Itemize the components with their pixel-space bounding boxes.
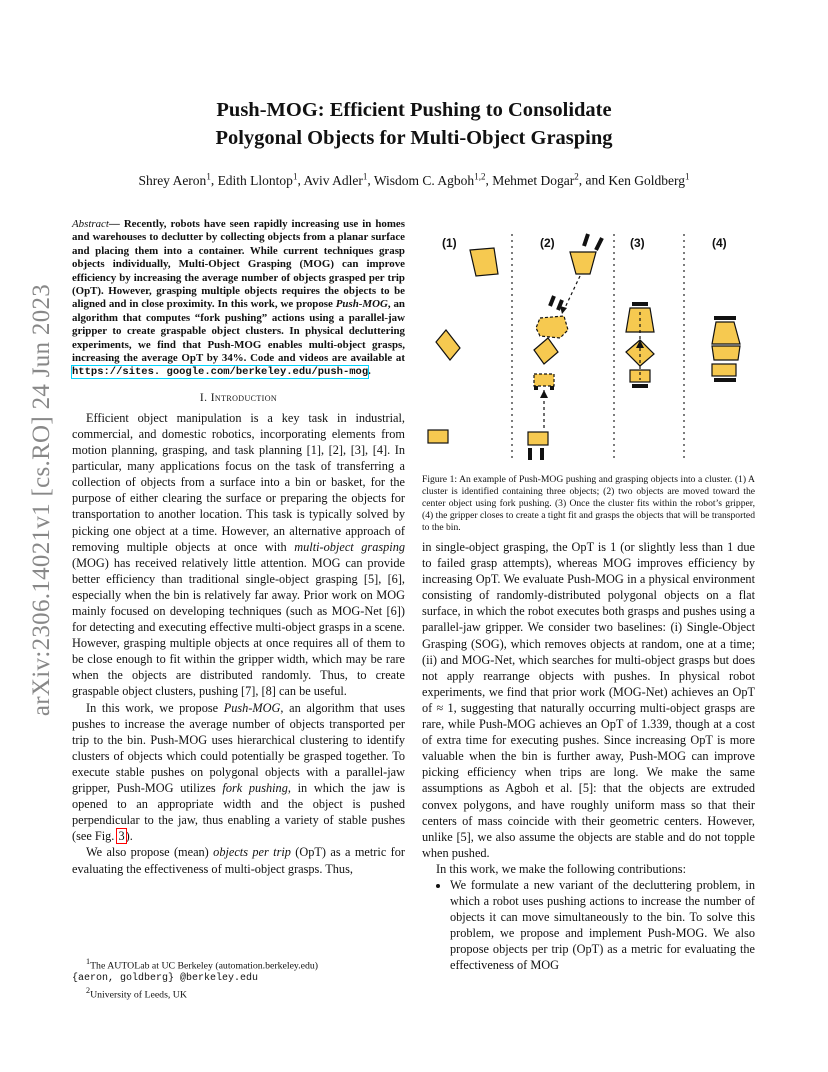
right-paragraph-1: in single-object grasping, the OpT is 1 (or slightly less than 1 due to failed grasp attempts), whereas MOG improves efficiency by increasing OpT. We evaluate Push-MOG in a physical environment consisting of randomly-distributed polygonal objects on a flat surface, in which the robot executes both grasps and pushes using a parallel-jaw gripper. We consider two baselines: (i) Single-Object Grasping (SOG), which removes objects at random, one at a time; (ii) and MOG-Net, which searches for multi-object grasps but does not apply rearrange objects with pushes. In physical robot experiments, we find that prior work (MOG-Net) achieves an OpT of ≈ 1, suggesting that naturally occurring multi-object grasps are rare, while Push-MOG achieves an OpT of 1.339, though at a cost of extra time for executing pushes. Since increasing OpT is more valuable when the bin is further away, Push-MOG can improve picking efficiency when trips are long. We make the same assumptions as Agboh et al. [5]: that the objects are extruded convex polygons, and have roughly uniform mass so that their centers of mass coincide with their geometric centers. However, unlike [5], we also assume the objects are stable and do not topple when pushed. xyxy=(422,540,755,860)
project-link-part-1[interactable]: https://sites. xyxy=(72,366,161,379)
intro-p2-text-d: ). xyxy=(125,829,133,844)
panel4-trapezoid xyxy=(712,322,740,344)
section-numeral: I. xyxy=(199,391,211,404)
panel2-square-bottom xyxy=(528,432,548,445)
author-affiliation: 1 xyxy=(362,171,368,181)
author-1 xyxy=(138,173,210,188)
contribution-item-1: • We formulate a new variant of the decluttering problem, in which a robot uses pushing actions to increase the number of objects it can move simultaneously to the bin. To solve this problem, we propose and implement Push-MOG. We also propose objects per trip (OpT) as a metric for evaluating the effectiveness of MOG xyxy=(450,877,755,974)
footnote-1-email: {aeron, goldberg} @berkeley.edu xyxy=(72,972,259,984)
intro-p3-emphasis: objects per trip xyxy=(213,845,291,860)
panel2-arrow-bottom xyxy=(540,390,548,398)
intro-p1-emphasis: multi-object grasping xyxy=(294,539,405,554)
author-affiliation: 1 xyxy=(685,171,690,181)
panel2-arrow-top xyxy=(560,306,567,314)
author-affiliation: 1 xyxy=(206,171,211,181)
author-name: Wisdom C. Agboh xyxy=(373,172,475,188)
author-list xyxy=(0,171,828,189)
author-affiliation: 2 xyxy=(574,171,579,181)
author-separator: , xyxy=(485,172,493,188)
right-column xyxy=(422,539,755,974)
author-name: Shrey Aeron xyxy=(138,172,207,188)
intro-p3-text-b: (OpT) as a metric for evaluating the effectiveness of multi-object grasps. Thus, xyxy=(72,845,405,876)
panel2-trapezoid-top xyxy=(570,252,596,274)
author-separator-and: , and xyxy=(578,172,609,188)
intro-p2-fork-pushing: fork pushing xyxy=(222,781,288,796)
intro-p2-text-a: In this work, we propose xyxy=(86,700,224,715)
author-name: Aviv Adler xyxy=(303,172,363,188)
intro-paragraph-1 xyxy=(72,410,405,700)
panel1-diamond xyxy=(436,330,460,360)
arxiv-id: arXiv:2306.14021v1 [cs.RO] 24 Jun 2023 xyxy=(28,283,55,717)
panel2-square-dashed xyxy=(534,374,554,386)
figure-1 xyxy=(422,230,762,466)
author-separator: , xyxy=(210,172,218,188)
abstract-method-name: Push-MOG xyxy=(335,298,388,311)
intro-p2-text-b: , an algorithm that uses pushes to increase the average number of objects transported per trip to the bin. Push-MOG uses hierarchical clustering to identify clusters of objects which could potentially be grasped together. To execute stable pushes on polygonal objects with a parallel-jaw gripper, Push-MOG utilizes xyxy=(72,700,405,796)
title-line-1: Push-MOG: Efficient Pushing to Consolidate xyxy=(216,99,612,121)
abstract-lead: Abstract xyxy=(72,218,109,230)
project-link-part-2[interactable]: google.com/berkeley.edu/push-mog xyxy=(166,366,369,379)
panel4-square xyxy=(712,364,736,376)
panel-label-1: (1) xyxy=(442,236,457,250)
paper-title xyxy=(0,96,828,152)
abstract-text-2: , an algorithm that computes “fork pushing” actions using a parallel-jaw gripper to create graspable object clusters. In physical decluttering experiments, we find that Push-MOG enables multi-object grasps, increasing the average OpT by 34%. Code and videos are available at xyxy=(72,298,405,365)
introduction-body xyxy=(72,410,405,877)
abstract-dash: — xyxy=(108,218,124,230)
left-column xyxy=(72,218,405,877)
panel2-top-jaw-a xyxy=(584,234,588,246)
panel-label-3: (3) xyxy=(630,236,645,250)
intro-p1-text-b: (MOG) has received relatively little attention. MOG can provide better efficiency than traditional single-object grasping [5], [6], especially when the bin is relatively far away. Prior work on MOG mainly focused on developing techniques (such as MOG-Net [6]) for detecting and executing effective multi-object grasps in a scene. However, grasping multiple objects at once requires all of them to be close enough to fit within the gripper width, which may be rare when the objects are distributed randomly. Thus, to create graspable object clusters, pushing [7], [8] can be useful. xyxy=(72,555,405,699)
title-line-2: Polygonal Objects for Multi-Object Grasping xyxy=(215,127,613,149)
section-title: Introduction xyxy=(210,391,278,404)
section-heading-introduction xyxy=(72,392,405,404)
abstract-text-1: Recently, robots have seen rapidly increasing use in homes and warehouses to declutter by collecting objects from a planar surface and placing them into a container. While current techniques grasp objects individually, Multi-Object Grasping (MOG) can improve efficiency by increasing the average number of objects grasped per trip (OpT). However, grasping multiple objects requires the objects to be aligned and in close proximity. In this work, we propose xyxy=(72,218,405,311)
footnote-1-text: The AUTOLab at UC Berkeley (automation.berkeley.edu) xyxy=(90,960,319,972)
figure-1-caption: Figure 1: An example of Push-MOG pushing and grasping objects into a cluster. (1) A cluster is identified containing three objects; (2) two objects are moved toward the center object using fork pushing. (3) Once the cluster fits within the robot’s gripper, (4) the gripper closes to create a tight fit and grasps the objects that will be transported to the bin. xyxy=(422,474,755,533)
footnotes xyxy=(72,956,405,1001)
object-shapes xyxy=(428,248,740,445)
panel2-hexagon-dashed xyxy=(536,316,568,338)
panel2-diamond xyxy=(534,338,558,364)
abstract xyxy=(72,218,405,380)
author-affiliation: 1 xyxy=(292,171,298,181)
panel2-top-jaw-b xyxy=(596,238,602,250)
intro-p1-text-a: Efficient object manipulation is a key task in industrial, commercial, and domestic robotics, incorporating elements from motion planning, grasping, and task planning [1], [2], [3], [4]. In particular, many applications focus on the task of transferring a collection of objects from a surface into a bin or basket, for the purpose of either clearing the surface or preparing the objects for transportation to another location. This task is typically solved by picking one object at a time. However, an alternative approach of removing multiple objects at once with xyxy=(72,410,405,554)
arxiv-sidebar-stamp xyxy=(20,283,64,717)
footnote-1 xyxy=(72,956,405,973)
panel1-trapezoid xyxy=(470,248,498,276)
contributions-list xyxy=(422,877,755,974)
footnote-2-text: University of Leeds, UK xyxy=(90,989,187,1001)
abstract-end: . xyxy=(368,365,371,378)
panel-label-4: (4) xyxy=(712,236,727,250)
intro-p2-method-name: Push-MOG xyxy=(223,700,281,715)
author-5 xyxy=(492,173,579,188)
author-affiliation: 1,2 xyxy=(474,171,486,181)
author-separator: , xyxy=(367,172,374,188)
author-6 xyxy=(608,173,689,188)
footnote-2-mark: 2 xyxy=(86,985,91,995)
panel4-diamond-cluster xyxy=(712,346,740,360)
panel3-square xyxy=(630,370,650,382)
figure-illustration xyxy=(422,230,762,466)
project-link[interactable] xyxy=(72,366,368,378)
author-name: Ken Goldberg xyxy=(608,172,686,188)
intro-paragraph-3 xyxy=(72,844,405,876)
panel-label-2: (2) xyxy=(540,236,555,250)
footnote-1-mark: 1 xyxy=(86,957,91,966)
author-name: Edith Llontop xyxy=(217,172,293,188)
intro-paragraph-2 xyxy=(72,700,405,845)
author-3 xyxy=(303,173,367,188)
footnote-2 xyxy=(72,985,405,1002)
author-name: Mehmet Dogar xyxy=(492,172,575,188)
author-4 xyxy=(374,173,486,188)
panel1-square xyxy=(428,430,448,443)
figure-reference-link[interactable]: 3 xyxy=(118,829,125,844)
panel2-mid-jaw-a xyxy=(550,296,554,306)
author-separator: , xyxy=(297,172,304,188)
intro-p2-text-c: , in which the jaw is opened to an appropriate width and the object is pushed perpendicular to the jaw, thus enabling a variety of stable pushes (see Fig. xyxy=(72,781,405,844)
right-paragraph-2: In this work, we make the following contributions: xyxy=(436,861,686,876)
author-2 xyxy=(218,173,298,188)
intro-p3-text-a: We also propose (mean) xyxy=(86,845,214,860)
